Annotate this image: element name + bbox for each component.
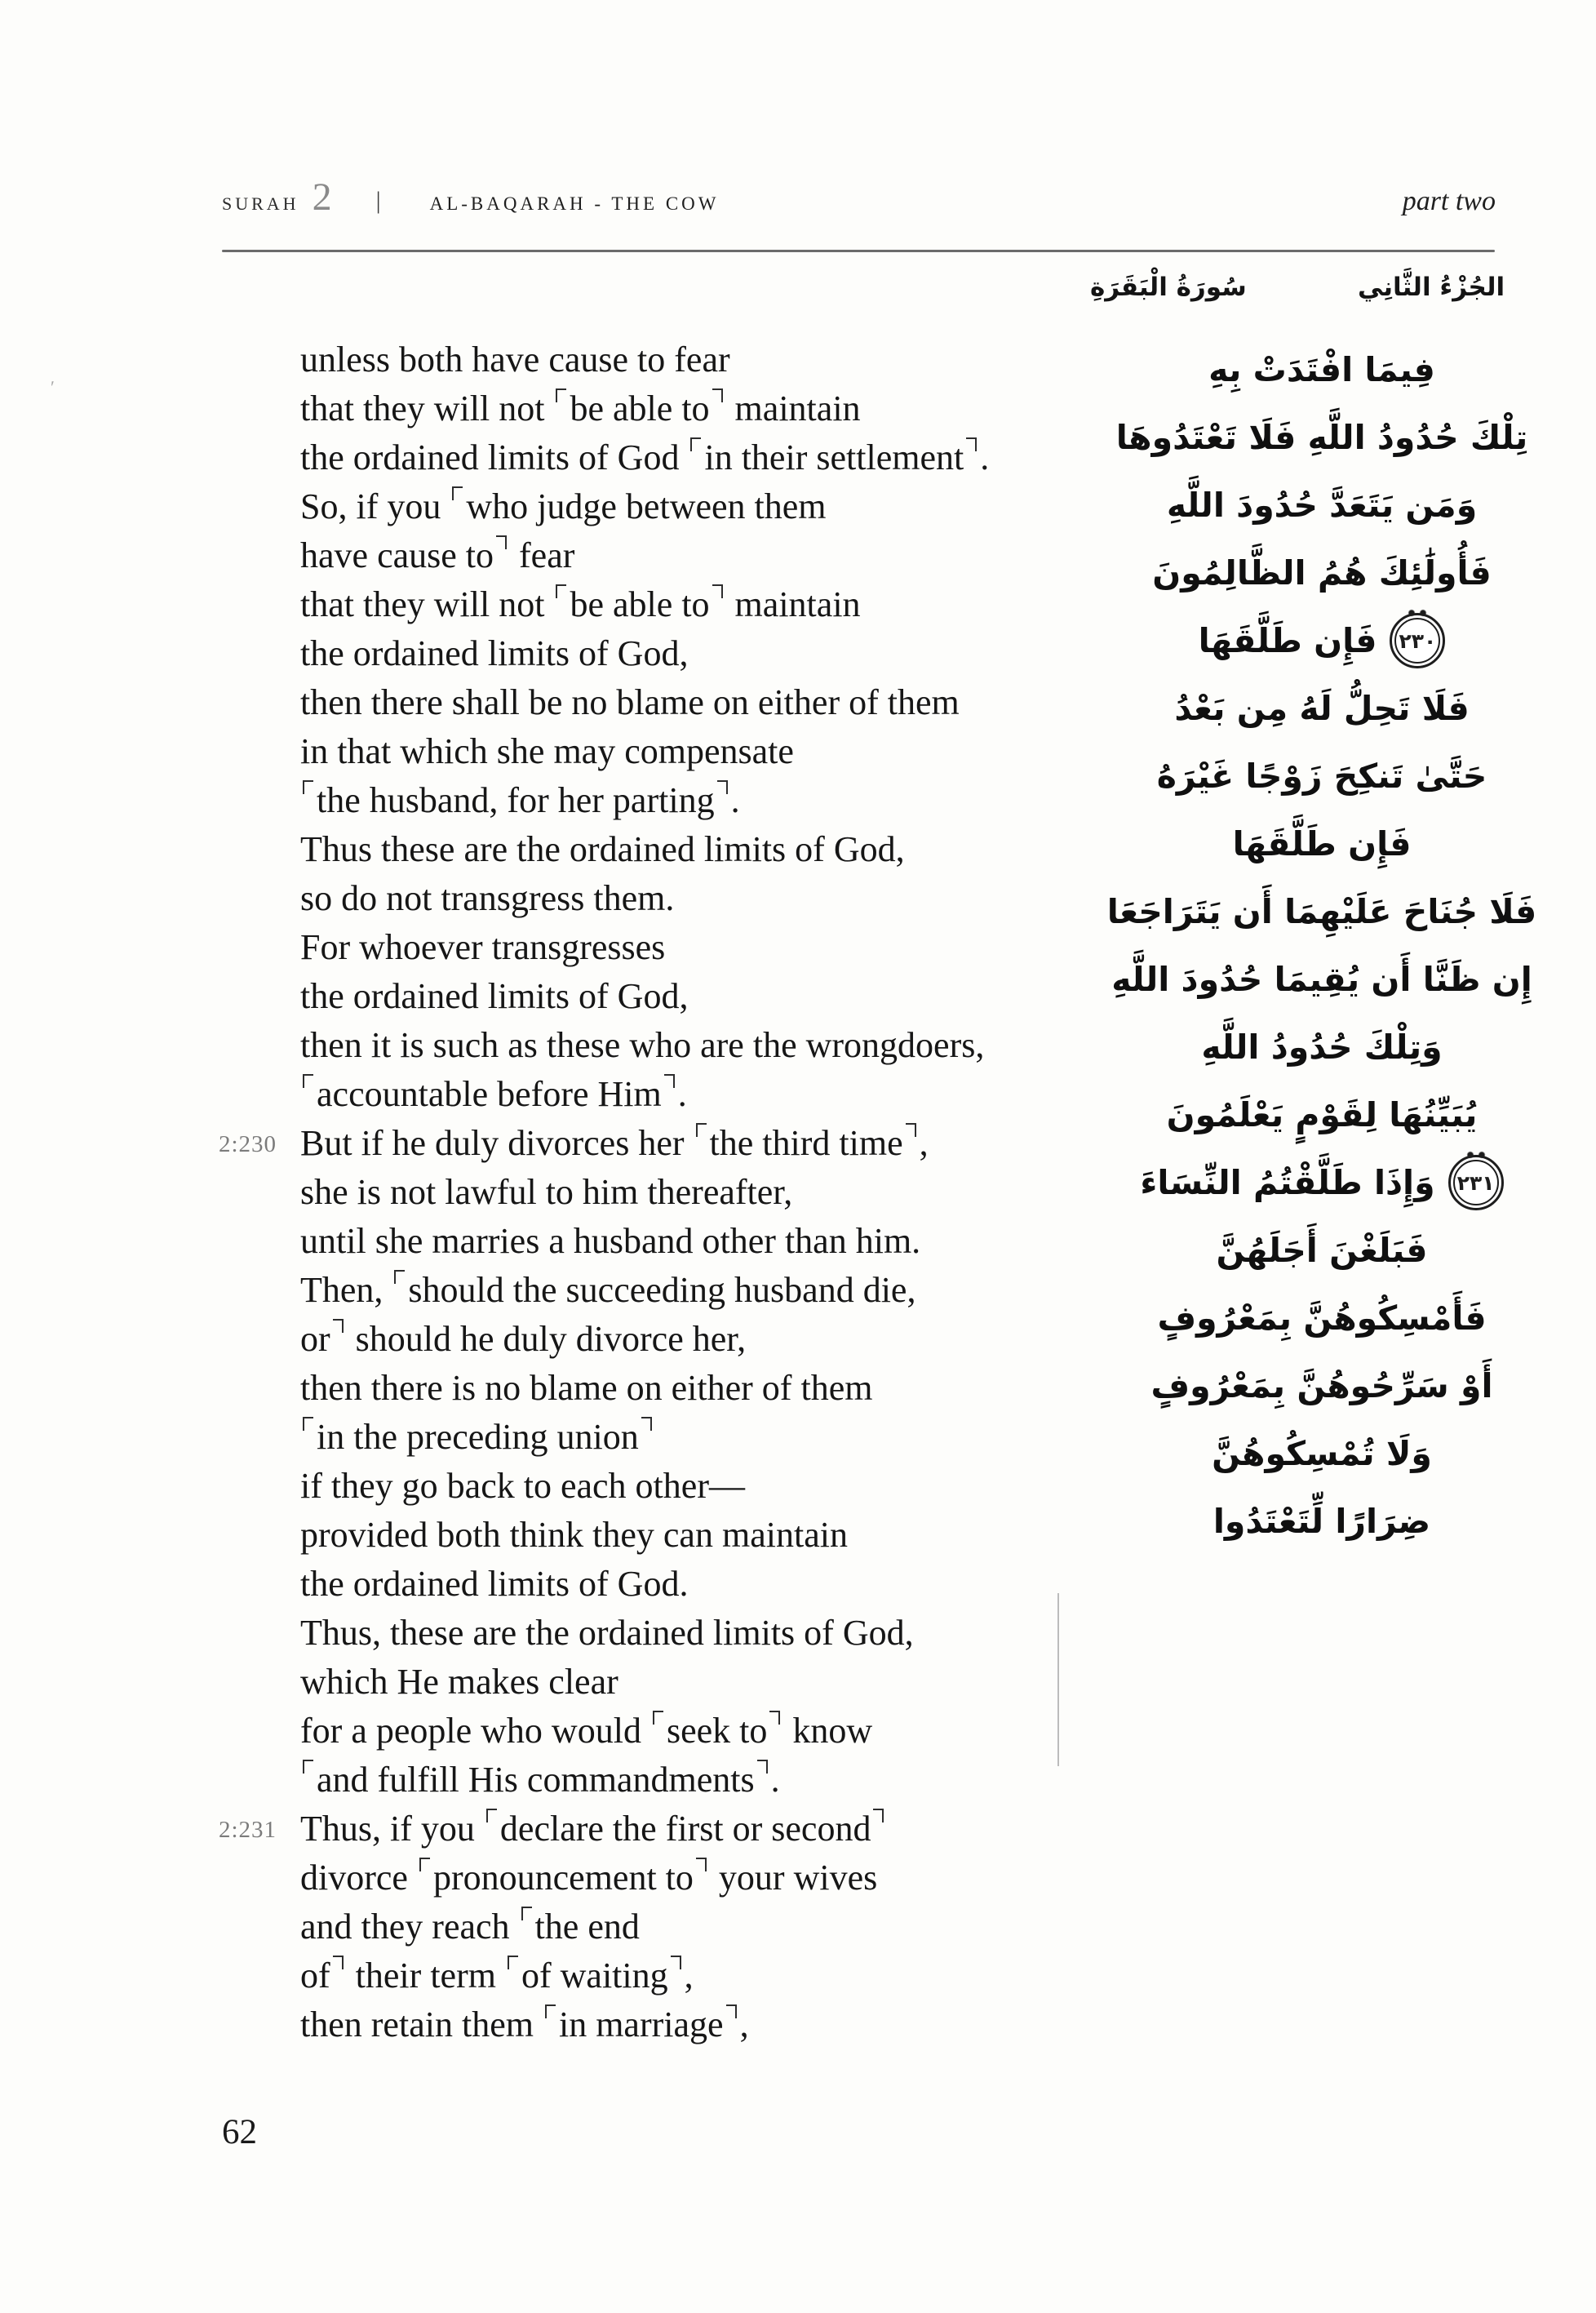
arabic-verse-line <box>1085 674 1558 743</box>
translation-line <box>300 1658 1214 1707</box>
half-bracket-close <box>966 437 977 451</box>
half-bracket-close <box>757 1760 768 1774</box>
translation-text: So, if you who judge between them <box>300 486 827 526</box>
translation-line <box>300 825 1214 874</box>
arabic-text: فَأُولَٰئِكَ هُمُ الظَّالِمُونَ <box>1152 553 1492 593</box>
translation-text: provided both think they can maintain <box>300 1515 848 1555</box>
arabic-text: وَإِذَا طَلَّقْتُمُ النِّسَاءَ <box>1140 1163 1435 1202</box>
translation-text: the husband, for her parting . <box>300 780 740 820</box>
translation-text: the ordained limits of God in their settlement . <box>300 437 990 477</box>
arabic-text: وَلَا تُمْسِكُوهُنَّ <box>1212 1434 1432 1473</box>
half-bracket-open <box>303 1760 313 1774</box>
translation-line <box>300 1902 1214 1951</box>
translation-text: divorce pronouncement to your wives <box>300 1858 878 1898</box>
half-bracket-close <box>496 535 507 549</box>
translation-text: For whoever transgresses <box>300 927 666 967</box>
half-bracket-open <box>696 1123 707 1137</box>
half-bracket-close <box>664 1074 675 1088</box>
translation-text: and fulfill His commandments . <box>300 1760 780 1800</box>
half-bracket-open <box>303 1417 313 1431</box>
translation-line <box>300 1168 1214 1217</box>
arabic-verse-line <box>1085 810 1558 878</box>
translation-line <box>300 1609 1214 1658</box>
arabic-verse-line <box>1085 335 1558 404</box>
half-bracket-close <box>696 1858 707 1871</box>
translation-text: if they go back to each other— <box>300 1466 745 1506</box>
arabic-verse-line <box>1085 945 1558 1014</box>
translation-line <box>300 874 1214 923</box>
half-bracket-open <box>556 584 566 598</box>
translation-line <box>300 727 1214 776</box>
scan-artifact-mark: ʹ <box>51 377 55 397</box>
arabic-text: فِيمَا افْتَدَتْ بِهِ <box>1208 350 1435 389</box>
arabic-verse-line <box>1085 877 1558 946</box>
half-bracket-open <box>556 388 566 402</box>
translation-text: until she marries a husband other than him. <box>300 1221 921 1261</box>
half-bracket-close <box>906 1123 916 1137</box>
half-bracket-open <box>653 1711 663 1725</box>
translation-line <box>300 1070 1214 1119</box>
half-bracket-close <box>717 780 728 794</box>
half-bracket-close <box>671 1956 681 1969</box>
juz-name-arabic-calligraphy: الجُزْءُ الثَّانِي <box>1358 273 1505 302</box>
translation-text: have cause to fear <box>300 535 575 575</box>
half-bracket-close <box>641 1417 652 1431</box>
half-bracket-open <box>508 1956 518 1969</box>
arabic-verse-line <box>1085 403 1558 472</box>
translation-line <box>300 433 1214 482</box>
arabic-column <box>1085 0 1558 1632</box>
translation-text: Thus these are the ordained limits of God, <box>300 829 905 869</box>
translation-line <box>300 580 1214 629</box>
verse-number-label: 2:230 <box>219 1131 277 1157</box>
translation-line <box>219 1805 1214 1854</box>
arabic-verse-line <box>1085 539 1558 607</box>
translation-text: in the preceding union <box>300 1417 655 1457</box>
surah-number: 2 <box>312 175 332 219</box>
translation-text: then it is such as these who are the wrongdoers, <box>300 1025 985 1065</box>
translation-line <box>300 1951 1214 2000</box>
arabic-verse-line <box>1085 1148 1558 1217</box>
arabic-verse-line <box>1085 1487 1558 1556</box>
arabic-text: وَتِلْكَ حُدُودُ اللَّهِ <box>1201 1028 1443 1067</box>
half-bracket-open <box>545 2004 556 2018</box>
half-bracket-open <box>690 437 701 451</box>
translation-line <box>300 678 1214 727</box>
half-bracket-close <box>712 584 723 598</box>
translation-line <box>300 531 1214 580</box>
half-bracket-open <box>452 486 463 500</box>
translation-text: and they reach the end <box>300 1907 640 1947</box>
translation-text: accountable before Him . <box>300 1074 687 1114</box>
translation-line <box>300 2000 1214 2049</box>
running-header <box>222 175 720 219</box>
translation-line <box>300 1462 1214 1511</box>
verse-number-medallion <box>1390 613 1445 668</box>
half-bracket-open <box>303 1074 313 1088</box>
arabic-text: أَوْ سَرِّحُوهُنَّ بِمَعْرُوفٍ <box>1150 1366 1493 1405</box>
translation-line <box>300 1707 1214 1756</box>
arabic-verse-line <box>1085 742 1558 810</box>
translation-text: for a people who would seek to know <box>300 1711 873 1751</box>
translation-line <box>300 1021 1214 1070</box>
half-bracket-close <box>769 1711 780 1725</box>
scan-artifact-line <box>1057 1593 1059 1766</box>
surah-name-arabic-calligraphy: سُورَةُ الْبَقَرَةِ <box>1090 273 1247 302</box>
verse-number-arabic: ٢٣١ <box>1456 1170 1495 1195</box>
translation-line <box>300 1413 1214 1462</box>
translation-line <box>300 923 1214 972</box>
translation-text: the ordained limits of God, <box>300 976 689 1016</box>
translation-text: then there shall be no blame on either of them <box>300 682 960 722</box>
arabic-verse-line <box>1085 606 1558 675</box>
translation-text: of their term of waiting , <box>300 1956 694 1996</box>
translation-text: in that which she may compensate <box>300 731 794 771</box>
header-divider: | <box>375 187 381 214</box>
verse-number-arabic: ٢٣٠ <box>1399 628 1437 653</box>
page-number: 62 <box>222 2113 257 2151</box>
arabic-verse-line <box>1085 471 1558 539</box>
translation-text: Thus, these are the ordained limits of God, <box>300 1613 914 1653</box>
arabic-text: وَمَن يَتَعَدَّ حُدُودَ اللَّهِ <box>1166 486 1478 525</box>
half-bracket-open <box>521 1907 532 1920</box>
translation-line <box>300 335 1214 384</box>
translation-text: which He makes clear <box>300 1662 618 1702</box>
translation-line <box>300 384 1214 433</box>
arabic-verse-line <box>1085 1419 1558 1488</box>
translation-line <box>300 1217 1214 1266</box>
translation-text: then retain them in marriage , <box>300 2004 749 2044</box>
translation-text: that they will not be able to maintain <box>300 584 861 624</box>
translation-line <box>300 1364 1214 1413</box>
arabic-text: إِن ظَنَّا أَن يُقِيمَا حُدُودَ اللَّهِ <box>1111 960 1532 999</box>
surah-label: SURAH <box>222 193 299 214</box>
arabic-verse-line <box>1085 1284 1558 1352</box>
half-bracket-close <box>712 388 723 402</box>
arabic-verse-line <box>1085 1352 1558 1420</box>
translation-line <box>300 972 1214 1021</box>
translation-text: Thus, if you declare the first or second <box>300 1809 887 1849</box>
arabic-text: حَتَّىٰ تَنكِحَ زَوْجًا غَيْرَهُ <box>1156 757 1487 796</box>
verse-number-label: 2:231 <box>219 1817 277 1843</box>
half-bracket-open <box>303 780 313 794</box>
arabic-text: فَإِن طَلَّقَهَا <box>1232 824 1412 863</box>
translation-text: Then, should the succeeding husband die, <box>300 1270 916 1310</box>
arabic-text: ضِرَارًا لِّتَعْتَدُوا <box>1213 1502 1431 1541</box>
translation-line <box>300 482 1214 531</box>
translation-line <box>300 629 1214 678</box>
half-bracket-close <box>333 1956 344 1969</box>
translation-text: But if he duly divorces her the third time , <box>300 1123 929 1163</box>
arabic-verse-line <box>1085 1081 1558 1149</box>
translation-line <box>300 1756 1214 1805</box>
part-label: part two <box>1402 186 1496 216</box>
translation-text: that they will not be able to maintain <box>300 388 861 428</box>
translation-text: or should he duly divorce her, <box>300 1319 747 1359</box>
translation-text: she is not lawful to him thereafter, <box>300 1172 793 1212</box>
half-bracket-open <box>486 1809 497 1822</box>
translation-text: the ordained limits of God, <box>300 633 689 673</box>
arabic-text: فَأَمْسِكُوهُنَّ بِمَعْرُوفٍ <box>1157 1299 1487 1338</box>
half-bracket-open <box>419 1858 430 1871</box>
translation-line <box>300 1266 1214 1315</box>
translation-line <box>219 1119 1214 1168</box>
translation-text: then there is no blame on either of them <box>300 1368 873 1408</box>
translation-line <box>300 1511 1214 1560</box>
half-bracket-close <box>333 1319 344 1333</box>
translation-line <box>300 776 1214 825</box>
arabic-verse-line <box>1085 1216 1558 1285</box>
surah-title: AL-BAQARAH - THE COW <box>429 193 720 214</box>
arabic-text: يُبَيِّنُهَا لِقَوْمٍ يَعْلَمُونَ <box>1166 1095 1478 1134</box>
verse-number-medallion <box>1448 1155 1504 1210</box>
translation-line <box>300 1315 1214 1364</box>
translation-text: the ordained limits of God. <box>300 1564 689 1604</box>
half-bracket-close <box>873 1809 884 1822</box>
translation-line <box>300 1854 1214 1902</box>
arabic-text: فَلَا جُنَاحَ عَلَيْهِمَا أَن يَتَرَاجَعَا <box>1106 892 1537 931</box>
half-bracket-open <box>394 1270 405 1284</box>
arabic-text: تِلْكَ حُدُودُ اللَّهِ فَلَا تَعْتَدُوهَا <box>1115 418 1528 457</box>
translation-text: unless both have cause to fear <box>300 340 730 380</box>
arabic-text: فَإِن طَلَّقَهَا <box>1198 621 1377 660</box>
translation-text: so do not transgress them. <box>300 878 675 918</box>
arabic-text: فَبَلَغْنَ أَجَلَهُنَّ <box>1216 1231 1428 1270</box>
half-bracket-close <box>726 2004 737 2018</box>
english-column <box>219 335 1214 2049</box>
arabic-text: فَلَا تَحِلُّ لَهُ مِن بَعْدُ <box>1174 689 1470 728</box>
translation-line <box>300 1560 1214 1609</box>
arabic-verse-line <box>1085 1013 1558 1081</box>
